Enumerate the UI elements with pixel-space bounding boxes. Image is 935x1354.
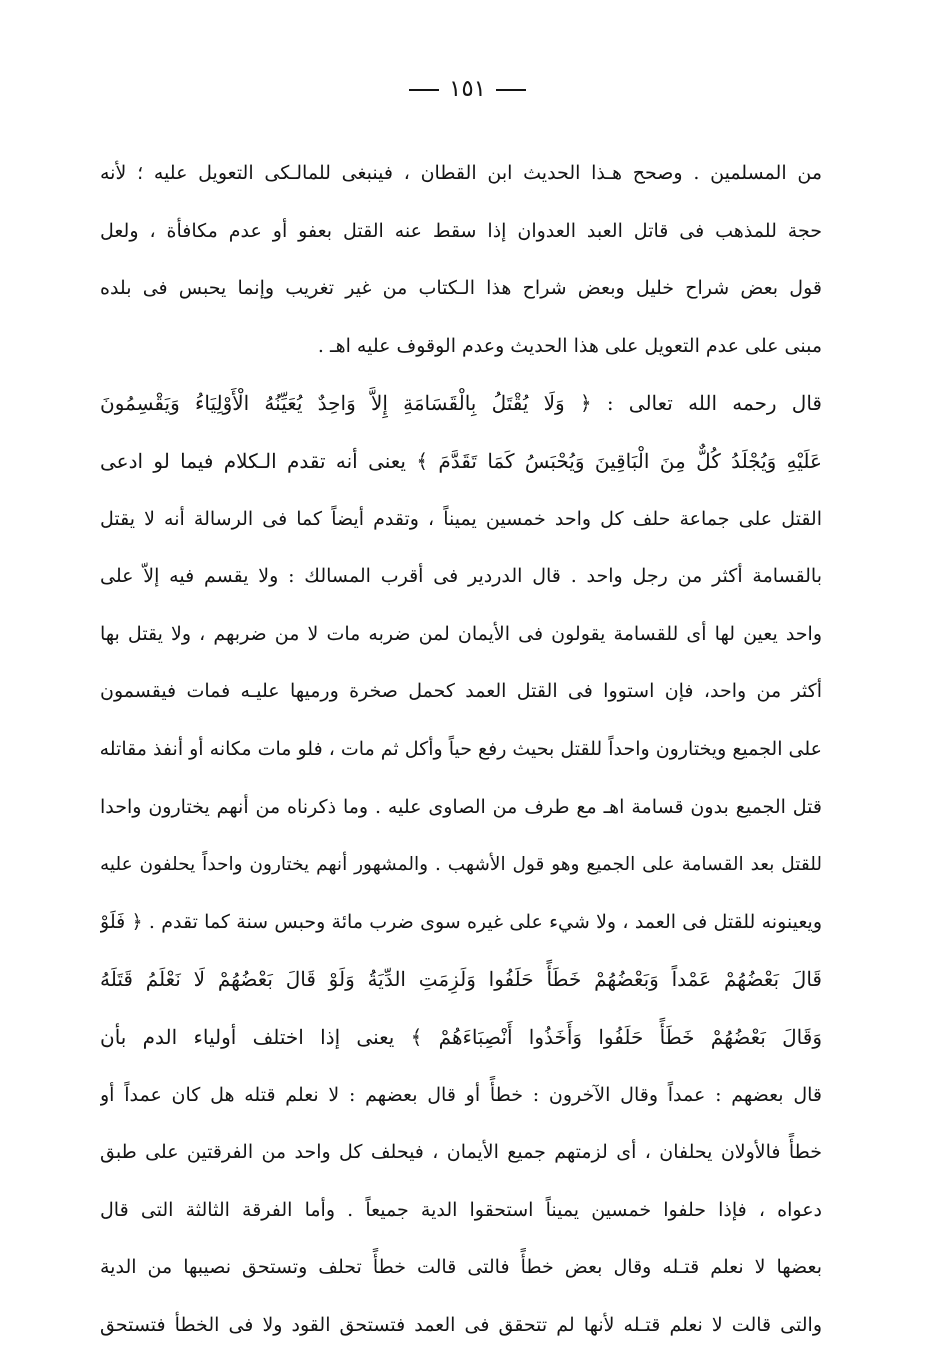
text-line-16: وَقَالَ بَعْضُهُمْ خَطَأً حَلَفُوا وَأَخَذُوا أَنْصِبَاءَهُمْ ﴾ يعنى إذا اختلف أولياء الدم بأن bbox=[100, 1024, 822, 1049]
text-line-19: دعواه ، فإذا حلفوا خمسين يميناً استحقوا الدية جميعاً . وأما الفرقة الثالثة التى قال bbox=[100, 1198, 822, 1221]
text-line-12: قتل الجميع بدون قسامة اهـ مع طرف من الصاوى عليه . وما ذكرناه من أنهم يختارون واحدا bbox=[100, 795, 822, 818]
text-line-11: على الجميع ويختارون واحداً للقتل بحيث رفع حياً وأكل ثم مات ، فلو مات مكانه أو أنفذ مقاتله bbox=[100, 737, 822, 760]
body-text bbox=[100, 145, 822, 1354]
text-line-20: بعضها لا نعلم قتـله وقال بعض خطأً فالتى قالت خطأً تحلف وتستحق نصيبها من الدية bbox=[100, 1256, 822, 1279]
page-number bbox=[0, 74, 935, 104]
text-line-15: قَالَ بَعْضُهُمْ عَمْداً وَبَعْضُهُمْ خَطَأً حَلَفُوا وَلَزِمَتِ الدِّيَةُ وَلَوْ قَالَ بَعْضُهُمْ لَا نَعْلَمُ قَتَلَهُ bbox=[100, 967, 822, 992]
text-line-14: ويعينونه للقتل فى العمد ، ولا شيء على غيره سوى ضرب مائة وحبس سنة كما تقدم . ﴿ فَلَوْ bbox=[100, 910, 822, 933]
text-line-9: واحد يعين لها أى للقسامة يقولون فى الأيمان لمن ضربه مات لا من ضربهم ، ولا يقتل بها bbox=[100, 622, 822, 645]
page-number-value: ١٥١ bbox=[448, 76, 487, 102]
dash-right bbox=[496, 89, 526, 91]
text-line-6: عَلَيْهِ وَيُجْلَدُ كُلٌّ مِنَ الْبَاقِينَ وَيُحْبَسُ كَمَا تَقَدَّمَ ﴾ يعنى أنه تقدم الـكلام فيما لو ادعى bbox=[100, 448, 822, 473]
text-line-17: قال بعضهم : عمداً وقال الآخرون : خطأً أو قال بعضهم : لا نعلم قتله هل كان عمداً أو bbox=[100, 1083, 822, 1106]
text-line-8: بالقسامة أكثر من رجل واحد . قال الدردير فى أقرب المسالك : ولا يقسم فيه إلاّ على bbox=[100, 565, 822, 588]
text-line-21: والتى قالت لا نعلم قتـله لأنها لم تتحقق فى العمد فتستحق القود ولا فى الخطأ فتستحق bbox=[100, 1313, 822, 1336]
text-line-5: قال رحمه الله تعالى : ﴿ وَلَا يُقْتَلُ بِالْقَسَامَةِ إِلاَّ وَاحِدٌ يُعَيِّنُهُ الْأَوْلِيَاءُ وَيَقْسِمُونَ bbox=[100, 391, 822, 416]
text-line-2: حجة للمذهب فى قاتل العبد العدوان إذا سقط عنه القتل بعفو أو عدم مكافأة ، ولعل bbox=[100, 219, 822, 242]
text-line-7: القتل على جماعة حلف كل واحد خمسين يميناً ، وتقدم أيضاً كما فى الرسالة أنه لا يقتل bbox=[100, 507, 822, 530]
text-line-1: من المسلمين . وصحح هـذا الحديث ابن القطان ، فينبغى للمالـكى التعويل عليه ؛ لأنه bbox=[100, 162, 822, 184]
dash-left bbox=[409, 89, 439, 91]
text-line-10: أكثر من واحد، فإن استووا فى القتل العمد كحمل صخرة ورميها عليـه فمات فيقسمون bbox=[100, 680, 822, 703]
text-line-18: خطأً فالأولان يحلفان ، أى لزمتهم جميع الأيمان ، فيحلف كل واحد من الفرقتين على طبق bbox=[100, 1141, 822, 1164]
text-line-3: قول بعض شراح خليل وبعض شراح هذا الـكتاب من غير تغريب وإنما يحبس فى بلده bbox=[100, 277, 822, 300]
text-line-13: للقتل بعد القسامة على الجميع وهو قول الأشهب . والمشهور أنهم يختارون واحداً يحلفون عليه bbox=[100, 854, 822, 876]
text-line-4: مبنى على عدم التعويل على هذا الحديث وعدم الوقوف عليه اهـ . bbox=[317, 334, 822, 357]
